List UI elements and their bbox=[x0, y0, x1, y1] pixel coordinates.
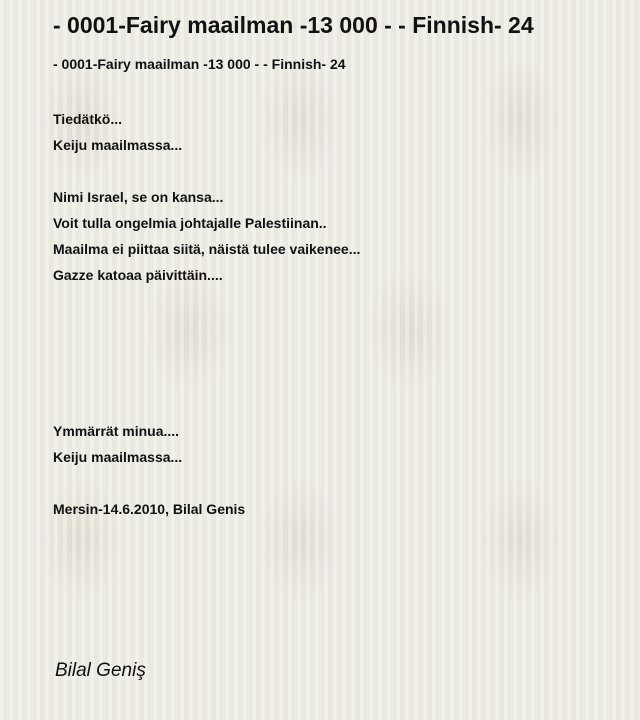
poem-line bbox=[53, 470, 360, 496]
poem-line: Maailma ei piittaa siitä, näistä tulee vaikenee... bbox=[53, 241, 361, 257]
poem-line bbox=[53, 288, 360, 314]
poem-line: Keiju maailmassa... bbox=[53, 449, 183, 465]
poem-line: Tiedätkö... bbox=[53, 111, 122, 127]
poem-subtitle: - 0001-Fairy maailman -13 000 - - Finnish- 24 bbox=[53, 56, 346, 72]
poem-line: Keiju maailmassa... bbox=[53, 137, 183, 153]
poem-line: Mersin-14.6.2010, Bilal Genis bbox=[53, 501, 246, 517]
poem-line bbox=[53, 366, 360, 392]
poem-line bbox=[53, 158, 360, 184]
author-name: Bilal Geniş bbox=[55, 660, 146, 681]
poem-line: Gazze katoaa päivittäin.... bbox=[53, 267, 223, 283]
poem-line bbox=[53, 314, 360, 340]
poem-line: Nimi Israel, se on kansa... bbox=[53, 189, 224, 205]
poem-body bbox=[53, 106, 360, 522]
poem-line: Ymmärrät minua.... bbox=[53, 423, 180, 439]
page-title: - 0001-Fairy maailman -13 000 - - Finnish- 24 bbox=[53, 12, 534, 38]
poem-line bbox=[53, 340, 360, 366]
poem-line: Voit tulla ongelmia johtajalle Palestiinan.. bbox=[53, 215, 327, 231]
poem-line bbox=[53, 392, 360, 418]
